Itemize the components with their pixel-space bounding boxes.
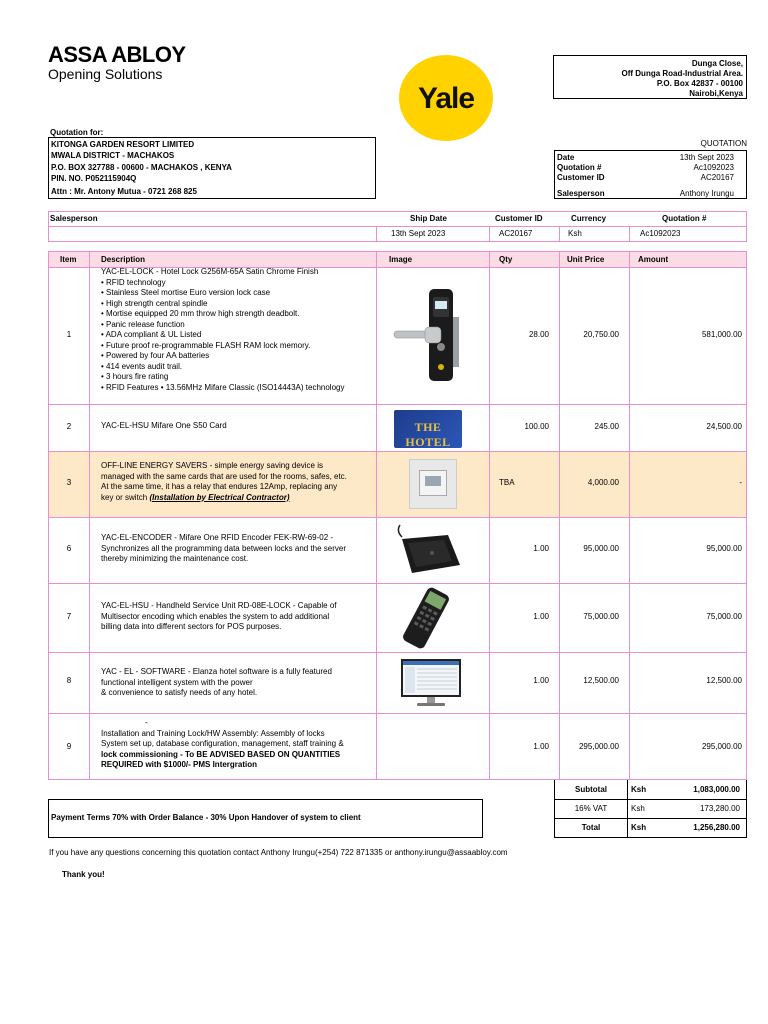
item-number: 3 — [66, 478, 72, 487]
desc-line: System set up, database configuration, management, staff training & — [101, 739, 344, 748]
desc-line-text: key or switch — [101, 492, 150, 502]
customer-pin: PIN. NO. P052115904Q — [51, 173, 137, 183]
sales-header-quotation: Quotation # — [662, 214, 707, 223]
total-value: 1,083,000.00 — [693, 785, 740, 794]
desc-line: billing data into different sectors for POS purposes. — [101, 622, 282, 631]
item-description — [101, 601, 376, 633]
table-row — [49, 583, 746, 652]
desc-line: YAC-EL-HSU Mifare One S50 Card — [101, 421, 227, 430]
item-unit-price: 295,000.00 — [578, 742, 619, 751]
item-unit-price: 20,750.00 — [583, 330, 619, 339]
col-header-description: Description — [101, 255, 146, 264]
card-text: THE HOTEL — [405, 420, 451, 449]
desc-line: - — [145, 718, 148, 727]
item-unit-price: 12,500.00 — [583, 676, 619, 685]
table-row — [49, 652, 746, 713]
customer-district: MWALA DISTRICT - MACHAKOS — [51, 151, 175, 161]
item-unit-price: 245.00 — [594, 422, 619, 431]
quote-info-key: Customer ID — [557, 173, 605, 182]
desc-line: • Stainless Steel mortise Euro version lock case — [101, 288, 271, 297]
sales-value-currency: Ksh — [568, 229, 582, 238]
sales-header-ship-date: Ship Date — [410, 214, 447, 223]
item-description — [101, 718, 376, 771]
item-number: 1 — [66, 330, 72, 339]
table-row — [49, 713, 746, 781]
table-row — [49, 267, 746, 404]
desc-line: REQUIRED with $1000/- PMS Intergration — [101, 760, 258, 769]
brand-name: ASSA ABLOY — [48, 42, 186, 67]
yale-logo — [399, 55, 493, 141]
table-row — [49, 404, 746, 451]
total-label: Subtotal — [575, 785, 607, 794]
installation-note: (Installation by Electrical Contractor) — [149, 492, 290, 502]
customer-name: KITONGA GARDEN RESORT LIMITED — [51, 140, 195, 149]
item-unit-price: 95,000.00 — [583, 544, 619, 553]
item-qty: 1.00 — [533, 676, 549, 685]
item-number: 9 — [66, 742, 72, 751]
desc-line: • High strength central spindle — [101, 298, 208, 308]
col-header-unit-price: Unit Price — [567, 255, 605, 264]
item-amount: 75,000.00 — [706, 612, 742, 621]
desc-line: Installation and Training Lock/HW Assembly: Assembly of locks — [101, 728, 325, 738]
address-line: P.O. Box 42837 - 00100 — [656, 79, 743, 88]
yale-logo-text: Yale — [417, 82, 475, 115]
company-address — [553, 55, 747, 99]
sales-value-customer-id: AC20167 — [499, 229, 533, 238]
total-value: 1,256,280.00 — [693, 823, 740, 832]
grand-total-row — [555, 818, 746, 837]
item-unit-price: 75,000.00 — [583, 612, 619, 621]
quotation-title: QUOTATION — [700, 139, 747, 148]
item-amount: 24,500.00 — [706, 422, 742, 431]
quote-info-row — [555, 189, 746, 199]
item-qty: TBA — [499, 478, 515, 487]
hotel-lock-image — [389, 287, 469, 387]
sales-value-quotation: Ac1092023 — [640, 229, 681, 238]
software-monitor-image — [399, 657, 463, 709]
quote-info-key: Salesperson — [557, 189, 605, 198]
handheld-unit-image — [394, 586, 458, 650]
item-qty: 1.00 — [533, 544, 549, 553]
address-line: Off Dunga Road-Industrial Area. — [621, 69, 743, 78]
item-number: 2 — [66, 422, 72, 431]
sales-header-customer-id: Customer ID — [495, 214, 543, 223]
item-unit-price: 4,000.00 — [587, 478, 619, 487]
desc-line — [101, 493, 376, 504]
desc-line: & convenience to satisfy needs of any hotel. — [101, 688, 258, 697]
desc-line: Synchronizes all the programming data between locks and the server — [101, 543, 347, 553]
quote-info-row — [555, 163, 746, 173]
desc-line: Multisector encoding which enables the system to add additional — [101, 611, 330, 621]
desc-line: OFF-LINE ENERGY SAVERS - simple energy saving device is — [101, 461, 323, 470]
desc-line: • Future proof re-programmable FLASH RAM lock memory. — [101, 340, 311, 350]
brand-tagline: Opening Solutions — [48, 66, 163, 82]
contact-line: If you have any questions concerning this quotation contact Anthony Irungu(+254) 722 871335 or anthony.irungu@assaabloy.com — [49, 848, 508, 857]
items-table — [48, 251, 747, 780]
total-value: 173,280.00 — [699, 804, 740, 813]
address-line: Nairobi,Kenya — [689, 89, 743, 98]
item-qty: 1.00 — [533, 612, 549, 621]
desc-line: YAC - EL - SOFTWARE - Elanza hotel software is a fully featured — [101, 667, 332, 676]
desc-line: lock commissioning - To BE ADVISED BASED ON QUANTITIES — [101, 749, 341, 759]
customer-box — [48, 137, 376, 199]
hotel-card-image — [394, 410, 462, 448]
desc-line: • RFID technology — [101, 277, 166, 287]
customer-box-address: P.O. BOX 327788 - 00600 - MACHAKOS , KENYA — [51, 162, 232, 172]
quote-info-key: Date — [557, 153, 575, 162]
thank-you: Thank you! — [62, 870, 105, 879]
col-header-qty: Qty — [499, 255, 513, 264]
item-qty: 100.00 — [524, 422, 549, 431]
desc-line: • Powered by four AA batteries — [101, 351, 210, 360]
total-label: Total — [581, 823, 601, 832]
item-amount: 295,000.00 — [701, 742, 742, 751]
desc-line: • 3 hours fire rating — [101, 372, 169, 381]
quote-info-row — [555, 173, 746, 183]
desc-line: thereby minimizing the maintenance cost. — [101, 554, 249, 563]
rfid-encoder-image — [394, 521, 464, 577]
total-label: 16% VAT — [574, 804, 608, 813]
total-currency: Ksh — [631, 804, 645, 813]
customer-attn: Attn : Mr. Antony Mutua - 0721 268 825 — [51, 187, 197, 197]
desc-line: • 414 events audit trail. — [101, 361, 183, 371]
item-qty: 28.00 — [528, 330, 549, 339]
desc-line: • ADA compliant & UL Listed — [101, 330, 202, 339]
quote-info-value: Anthony Irungu — [679, 189, 734, 198]
item-description — [101, 421, 376, 432]
address-line: Dunga Close, — [691, 59, 743, 68]
desc-line: YAC-EL-HSU - Handheld Service Unit RD-08E-LOCK - Capable of — [101, 601, 337, 610]
item-number: 6 — [66, 544, 72, 553]
item-amount: 95,000.00 — [706, 544, 742, 553]
desc-line: YAC-EL-LOCK - Hotel Lock G256M-65A Satin Chrome Finish — [101, 267, 319, 276]
sales-value-ship-date: 13th Sept 2023 — [391, 229, 446, 238]
desc-line: YAC-EL-ENCODER - Mifare One RFID Encoder FEK-RW-69-02 - — [101, 533, 334, 542]
quotation-for-label: Quotation for: — [50, 128, 104, 137]
quote-info-value: 13th Sept 2023 — [679, 153, 734, 162]
col-header-amount: Amount — [638, 255, 669, 264]
quote-info-value: AC20167 — [700, 173, 734, 182]
item-number: 8 — [66, 676, 72, 685]
total-currency: Ksh — [631, 823, 647, 832]
item-amount: 12,500.00 — [706, 676, 742, 685]
sales-header-currency: Currency — [571, 214, 607, 223]
item-description — [101, 461, 376, 503]
vat-row — [555, 799, 746, 818]
item-description — [101, 267, 376, 393]
desc-line: • RFID Features • 13.56MHz Mifare Classic (ISO14443A) technology — [101, 382, 345, 392]
totals-box — [554, 780, 747, 838]
desc-line: • Panic release function — [101, 319, 185, 329]
desc-line: At the same time, it has a relay that endures 12Amp, replacing any — [101, 482, 338, 491]
table-row — [49, 451, 746, 517]
sales-table — [48, 211, 747, 242]
sales-header-salesperson: Salesperson — [50, 214, 98, 223]
item-amount: - — [739, 478, 742, 487]
item-amount: 581,000.00 — [701, 330, 742, 339]
quote-info-row — [555, 153, 746, 163]
desc-line: • Mortise equipped 20 mm throw high strength deadbolt. — [101, 309, 300, 318]
table-row — [49, 517, 746, 583]
quote-info-box — [554, 150, 747, 199]
col-header-item: Item — [60, 255, 77, 264]
energy-saver-image — [409, 459, 457, 509]
item-qty: 1.00 — [533, 742, 549, 751]
item-description — [101, 667, 376, 699]
desc-line: managed with the same cards that are used for the rooms, safes, etc. — [101, 471, 347, 481]
payment-terms: Payment Terms 70% with Order Balance - 30% Upon Handover of system to client — [48, 799, 483, 838]
item-description — [101, 533, 376, 565]
quote-info-key: Quotation # — [557, 163, 602, 172]
col-header-image: Image — [389, 255, 413, 264]
subtotal-row — [555, 780, 746, 799]
desc-line: functional intelligent system with the power — [101, 677, 253, 687]
quote-info-value: Ac1092023 — [693, 163, 734, 172]
item-number: 7 — [66, 612, 72, 621]
total-currency: Ksh — [631, 785, 647, 794]
